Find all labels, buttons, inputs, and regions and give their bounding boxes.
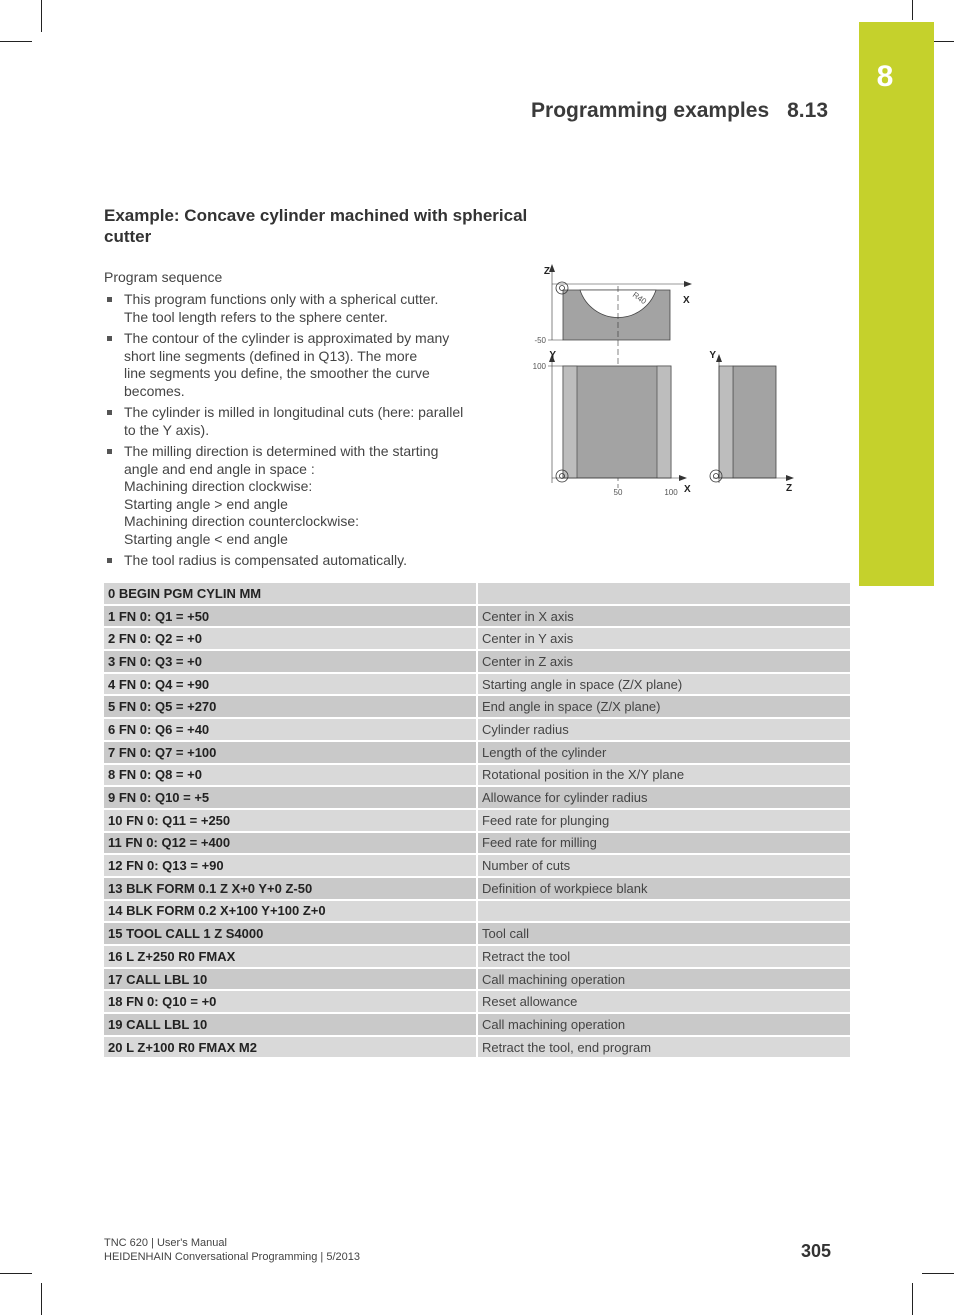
block-description: Center in X axis xyxy=(476,606,850,627)
block-description: Feed rate for milling xyxy=(476,833,850,854)
footer xyxy=(104,1236,360,1264)
nc-block: 12 FN 0: Q13 = +90 xyxy=(104,855,476,876)
block-description: Retract the tool xyxy=(476,946,850,967)
bullet-item: The tool radius is compensated automatically. xyxy=(104,552,484,570)
nc-block: 13 BLK FORM 0.1 Z X+0 Y+0 Z-50 xyxy=(104,878,476,899)
dim-label-100-v: 100 xyxy=(532,362,546,371)
program-row xyxy=(104,651,850,672)
chapter-number: 8 xyxy=(876,60,894,93)
program-row xyxy=(104,1014,850,1035)
block-description: Definition of workpiece blank xyxy=(476,878,850,899)
crop-mark xyxy=(41,0,42,32)
program-table xyxy=(104,581,850,1059)
example-title: Example: Concave cylinder machined with spherical cutter xyxy=(104,206,528,246)
nc-block: 4 FN 0: Q4 = +90 xyxy=(104,674,476,695)
program-row xyxy=(104,628,850,649)
axis-label-y-left: Y xyxy=(549,350,556,361)
nc-block: 5 FN 0: Q5 = +270 xyxy=(104,696,476,717)
footer-line2: HEIDENHAIN Conversational Programming | 5/2013 xyxy=(104,1251,360,1263)
program-row xyxy=(104,923,850,944)
program-row xyxy=(104,606,850,627)
bullet-item: The contour of the cylinder is approximated by many short line segments (defined in Q13). The more line segments you define, the smoother the curve becomes. xyxy=(104,330,484,400)
bullet-item: The cylinder is milled in longitudinal cuts (here: parallel to the Y axis). xyxy=(104,404,484,439)
nc-block: 14 BLK FORM 0.2 X+100 Y+100 Z+0 xyxy=(104,901,476,922)
block-description xyxy=(476,583,850,604)
workpiece-side xyxy=(733,366,776,478)
dim-label-neg50: -50 xyxy=(534,336,546,345)
block-description: Length of the cylinder xyxy=(476,742,850,763)
block-description: Center in Y axis xyxy=(476,628,850,649)
block-description: Starting angle in space (Z/X plane) xyxy=(476,674,850,695)
running-head xyxy=(531,99,828,123)
program-row xyxy=(104,833,850,854)
axis-label-y-right: Y xyxy=(709,350,716,361)
nc-block: 6 FN 0: Q6 = +40 xyxy=(104,719,476,740)
nc-block: 7 FN 0: Q7 = +100 xyxy=(104,742,476,763)
program-row xyxy=(104,855,850,876)
nc-block: 17 CALL LBL 10 xyxy=(104,969,476,990)
chapter-tab xyxy=(859,22,934,586)
nc-block: 8 FN 0: Q8 = +0 xyxy=(104,765,476,786)
crop-mark xyxy=(41,1283,42,1315)
nc-block: 11 FN 0: Q12 = +400 xyxy=(104,833,476,854)
program-row xyxy=(104,719,850,740)
block-description: Allowance for cylinder radius xyxy=(476,787,850,808)
nc-block: 2 FN 0: Q2 = +0 xyxy=(104,628,476,649)
axis-label-x-bottom: X xyxy=(684,484,691,495)
program-row xyxy=(104,742,850,763)
program-row xyxy=(104,674,850,695)
program-row xyxy=(104,583,850,604)
nc-block: 0 BEGIN PGM CYLIN MM xyxy=(104,583,476,604)
program-row xyxy=(104,991,850,1012)
crop-mark xyxy=(0,41,32,42)
program-row xyxy=(104,787,850,808)
block-description: Call machining operation xyxy=(476,1014,850,1035)
block-description: Cylinder radius xyxy=(476,719,850,740)
program-row xyxy=(104,969,850,990)
footer-line1: TNC 620 | User's Manual xyxy=(104,1237,227,1249)
program-row xyxy=(104,878,850,899)
program-row xyxy=(104,946,850,967)
workpiece-front xyxy=(563,366,671,478)
intro-text: Program sequence xyxy=(104,269,223,285)
block-description: Reset allowance xyxy=(476,991,850,1012)
bullet-list xyxy=(104,291,484,574)
block-description: Retract the tool, end program xyxy=(476,1037,850,1058)
page-number: 305 xyxy=(800,1241,831,1261)
program-row xyxy=(104,901,850,922)
crop-mark xyxy=(0,1273,32,1274)
cylinder-figure xyxy=(528,258,803,503)
block-description: End angle in space (Z/X plane) xyxy=(476,696,850,717)
radius-label: R40 xyxy=(630,290,649,307)
running-head-section: 8.13 xyxy=(787,99,828,122)
nc-block: 16 L Z+250 R0 FMAX xyxy=(104,946,476,967)
block-description: Rotational position in the X/Y plane xyxy=(476,765,850,786)
nc-block: 15 TOOL CALL 1 Z S4000 xyxy=(104,923,476,944)
nc-block: 20 L Z+100 R0 FMAX M2 xyxy=(104,1037,476,1058)
block-description xyxy=(476,901,850,922)
block-description: Feed rate for plunging xyxy=(476,810,850,831)
bullet-item: The milling direction is determined with the starting angle and end angle in space : Machining direction clockwise: Starting angle > end angle Machining direction counterclockwise: Starting angle < end angle xyxy=(104,443,484,548)
crop-mark xyxy=(912,0,913,20)
nc-block: 1 FN 0: Q1 = +50 xyxy=(104,606,476,627)
axis-label-z-right: Z xyxy=(786,483,793,494)
dim-label-100-h: 100 xyxy=(664,488,678,497)
nc-block: 9 FN 0: Q10 = +5 xyxy=(104,787,476,808)
nc-block: 10 FN 0: Q11 = +250 xyxy=(104,810,476,831)
running-head-title: Programming examples xyxy=(531,99,770,122)
axis-label-x-top: X xyxy=(683,295,690,306)
block-description: Number of cuts xyxy=(476,855,850,876)
nc-block: 18 FN 0: Q10 = +0 xyxy=(104,991,476,1012)
program-row xyxy=(104,1037,850,1058)
dim-label-50: 50 xyxy=(613,488,623,497)
block-description: Center in Z axis xyxy=(476,651,850,672)
block-description: Call machining operation xyxy=(476,969,850,990)
nc-block: 3 FN 0: Q3 = +0 xyxy=(104,651,476,672)
crop-mark xyxy=(912,1283,913,1315)
program-row xyxy=(104,810,850,831)
block-description: Tool call xyxy=(476,923,850,944)
program-row xyxy=(104,696,850,717)
bullet-item: This program functions only with a spherical cutter. The tool length refers to the sphere center. xyxy=(104,291,484,326)
program-row xyxy=(104,765,850,786)
crop-mark xyxy=(922,1273,954,1274)
axis-label-z-top: Z xyxy=(543,266,550,277)
nc-block: 19 CALL LBL 10 xyxy=(104,1014,476,1035)
